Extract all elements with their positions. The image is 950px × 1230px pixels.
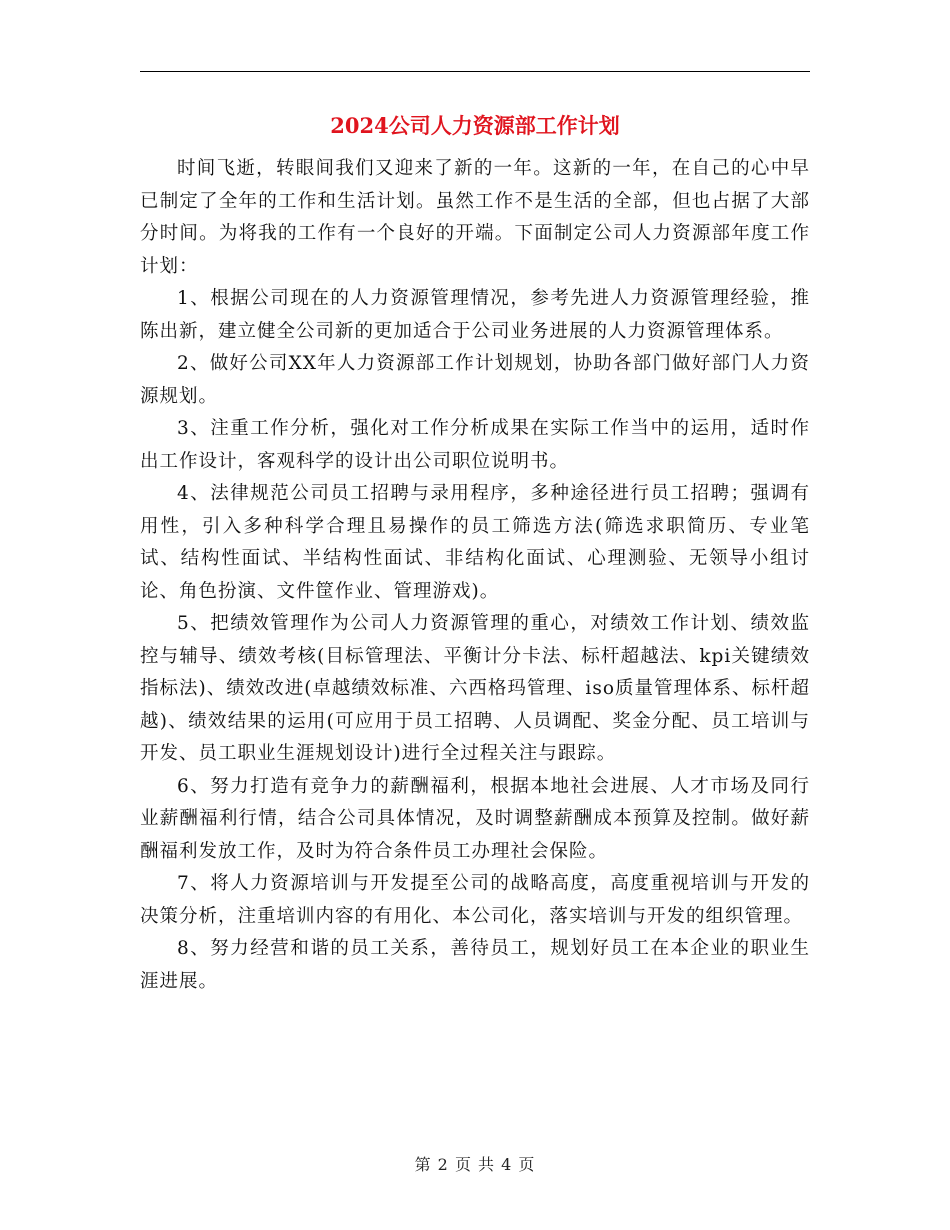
paragraph-item-4: 4、法律规范公司员工招聘与录用程序，多种途径进行员工招聘；强调有用性，引入多种科学合理且易操作的员工筛选方法(筛选求职简历、专业笔试、结构性面试、半结构性面试、非结构化面试、心理测验、无领导小组讨论、角色扮演、文件筐作业、管理游戏)。: [140, 483, 810, 602]
document-body: [140, 153, 810, 998]
paragraph-item-5: 5、把绩效管理作为公司人力资源管理的重心，对绩效工作计划、绩效监控与辅导、绩效考核(目标管理法、平衡计分卡法、标杆超越法、kpi关键绩效指标法)、绩效改进(卓越绩效标准、六西格玛管理、iso质量管理体系、标杆超越)、绩效结果的运用(可应用于员工招聘、人员调配、奖金分配、员工培训与开发、员工职业生涯规划设计)进行全过程关注与跟踪。: [140, 613, 810, 764]
document-title: 2024公司人力资源部工作计划: [330, 113, 620, 138]
paragraph-item-6: 6、努力打造有竞争力的薪酬福利，根据本地社会进展、人才市场及同行业薪酬福利行情，结合公司具体情况，及时调整薪酬成本预算及控制。做好薪酬福利发放工作，及时为符合条件员工办理社会保险。: [140, 775, 810, 862]
paragraph-item-7: 7、将人力资源培训与开发提至公司的战略高度，高度重视培训与开发的决策分析，注重培训内容的有用化、本公司化，落实培训与开发的组织管理。: [140, 873, 810, 927]
paragraph-item-8: 8、努力经营和谐的员工关系，善待员工，规划好员工在本企业的职业生涯进展。: [140, 938, 810, 992]
page-footer: 第 2 页 共 4 页: [414, 1155, 536, 1174]
paragraph-item-2: 2、做好公司XX年人力资源部工作计划规划，协助各部门做好部门人力资源规划。: [140, 353, 810, 407]
paragraph-intro: 时间飞逝，转眼间我们又迎来了新的一年。这新的一年，在自己的心中早已制定了全年的工作和生活计划。虽然工作不是生活的全部，但也占据了大部分时间。为将我的工作有一个良好的开端。下面制定公司人力资源部年度工作计划：: [140, 158, 810, 277]
paragraph-item-3: 3、注重工作分析，强化对工作分析成果在实际工作当中的运用，适时作出工作设计，客观科学的设计出公司职位说明书。: [140, 418, 810, 472]
paragraph-item-1: 1、根据公司现在的人力资源管理情况，参考先进人力资源管理经验，推陈出新，建立健全公司新的更加适合于公司业务进展的人力资源管理体系。: [140, 288, 810, 342]
header-rule: [140, 71, 810, 72]
